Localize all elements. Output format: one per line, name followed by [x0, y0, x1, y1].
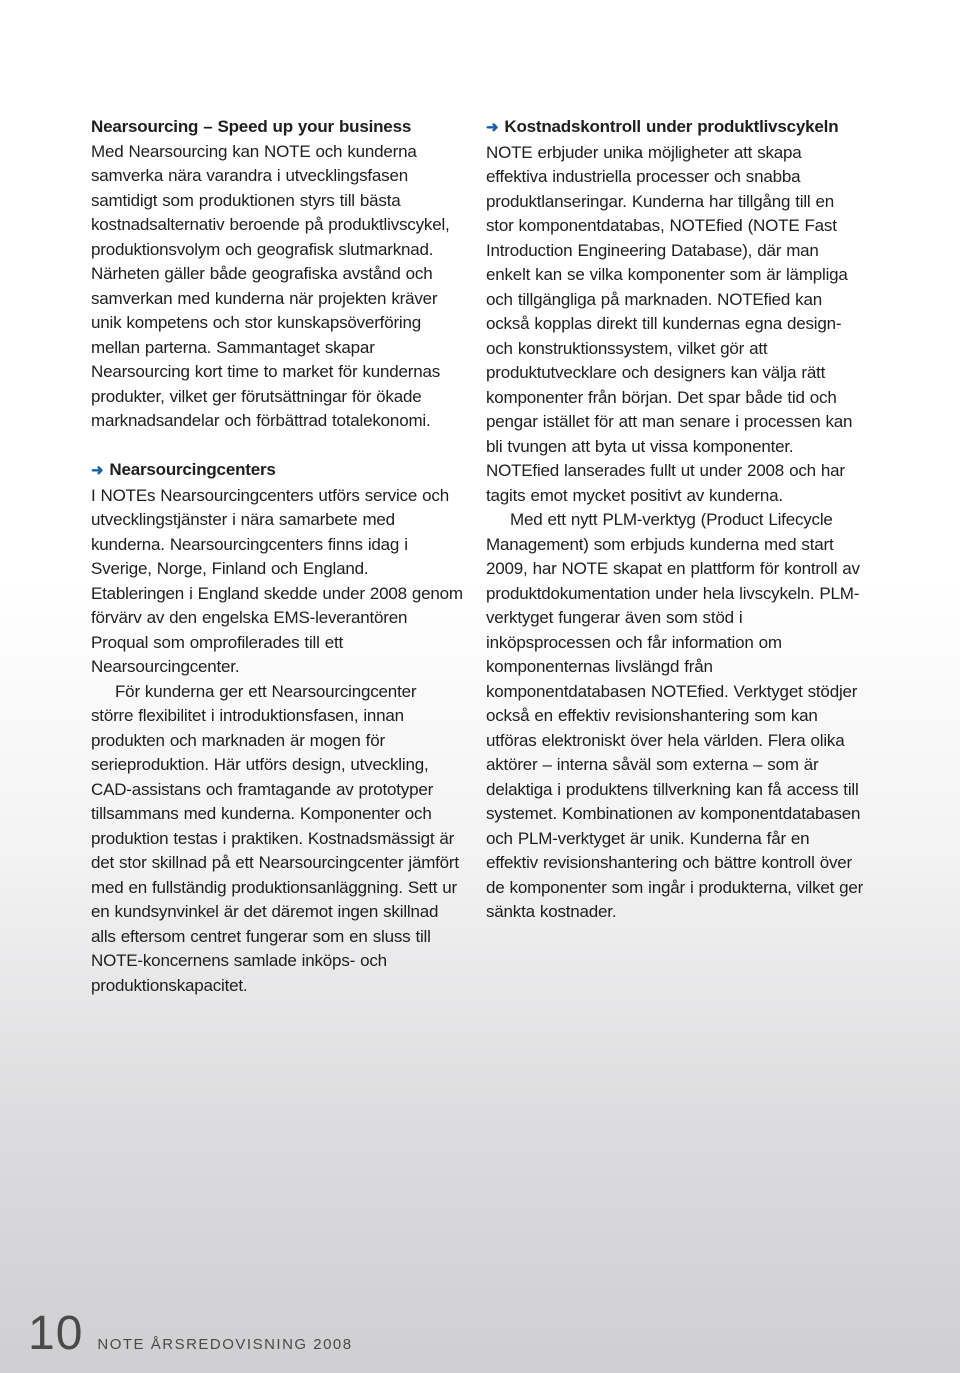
arrow-right-icon: ➜	[91, 462, 104, 479]
arrow-right-icon: ➜	[486, 119, 499, 136]
section-body-kostnadskontroll-1: NOTE erbjuder unika möjligheter att skapa effektiva industriella processer och snabba produktlanseringar. Kunderna har tillgång till en stor komponentdatabas, NOTEfied (NOTE Fast Introduction Engineering Database), där man enkelt kan se vilka komponenter som är lämpliga och tillgängliga på marknaden. NOTEfied kan också kopplas direkt till kundernas egna design- och konstruktionssystem, vilket gör att produktutvecklare och designers kan välja rätt komponenter från början. Det spar både tid och pengar istället för att man senare i processen kan bli tvungen att byta ut vissa komponenter. NOTEfied lanserades fullt ut under 2008 och har tagits emot mycket positivt av kunderna.	[486, 142, 853, 505]
footer-title: NOTE ÅRSREDOVISNING 2008	[97, 1336, 353, 1353]
section-body-nearsourcing: Med Nearsourcing kan NOTE och kunderna samverka nära varandra i utvecklingsfasen samtidigt som produktionen styrs till bästa kostnadsalternativ beroende på produktlivscykel, produktionsvolym och geografisk slutmarknad. Närheten gäller både geografiska avstånd och samverkan med kunderna när projekten kräver unik kompetens och stor kunskapsöverföring mellan parterna. Sammantaget skapar Nearsourcing kort time to market för kundernas produkter, vilket ger förutsättningar för ökade marknadsandelar och förbättrad totalekonomi.	[91, 141, 450, 430]
section-heading-kostnadskontroll	[486, 115, 864, 141]
section-body-nearsourcingcenters-1: I NOTEs Nearsourcingcenters utförs service och utvecklingstjänster i nära samarbete med kunderna. Nearsourcingcenters finns idag i Sverige, Norge, Finland och England. Etableringen i England skedde under 2008 genom förvärv av den engelska EMS-leverantören Proqual som omprofilerades till ett Nearsourcingcenter.	[91, 485, 463, 676]
section-heading-nearsourcingcenters	[91, 458, 463, 484]
page-footer	[28, 1306, 353, 1361]
section-body-kostnadskontroll-2: Med ett nytt PLM-verktyg (Product Lifecycle Management) som erbjuds kunderna med start 2009, har NOTE skapat en plattform för kontroll av produktdokumentation under hela livscykeln. PLM-verktyget fungerar även som stöd i inköpsprocessen och får information om komponenternas livslängd från komponentdatabasen NOTEfied. Verktyget stödjer också en effektiv revisionshantering som kan utföras elektroniskt över hela världen. Flera olika aktörer – interna såväl som externa – som är delaktiga i produktens tillverkning kan få access till systemet. Kombinationen av komponentdatabasen och PLM-verktyget är unik. Kunderna får en effektiv revisionshantering och bättre kontroll över de komponenter som ingår i produkterna, vilket ger sänkta kostnader.	[486, 510, 864, 921]
section-heading-nearsourcing: Nearsourcing – Speed up your business	[91, 117, 412, 136]
heading-text: Kostnadskontroll under produktlivscykeln	[504, 117, 839, 136]
section-body-nearsourcingcenters-2: För kunderna ger ett Nearsourcingcenter större flexibilitet i introduktionsfasen, innan produkten och marknaden är mogen för serieproduktion. Här utförs design, utveckling, CAD-assistans och framtagande av prototyper tillsammans med kunderna. Komponenter och produktion testas i praktiken. Kostnadsmässigt är det stor skillnad på ett Nearsourcingcenter jämfört med en fullständig produktionsanläggning. Sett ur en kundsynvinkel är det däremot ingen skillnad alls eftersom centret fungerar som en sluss till NOTE-koncernens samlade inköps- och produktionskapacitet.	[91, 681, 459, 995]
heading-text: Nearsourcingcenters	[109, 460, 276, 479]
section-nearsourcingcenters	[91, 458, 463, 998]
page-number: 10	[28, 1307, 84, 1360]
left-column	[91, 115, 463, 998]
right-column	[486, 115, 864, 925]
